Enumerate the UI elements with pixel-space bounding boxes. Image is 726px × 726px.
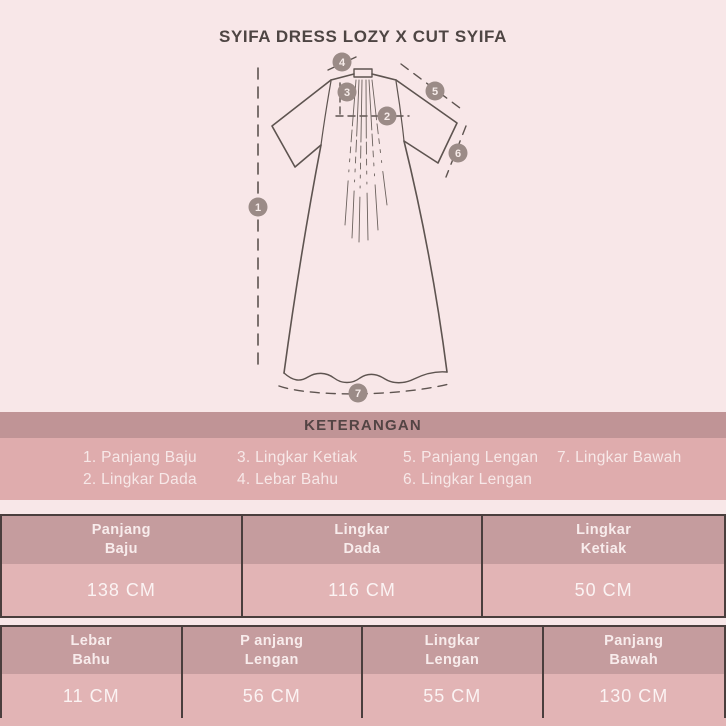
legend-column-2 <box>237 447 358 491</box>
table-header-cell <box>243 516 482 564</box>
table-column-lingkar-lengan <box>363 627 544 718</box>
header-line: Dada <box>343 541 381 557</box>
header-line: Bawah <box>609 651 659 668</box>
legend-column-1 <box>83 447 197 491</box>
dress-left-seam <box>321 81 331 145</box>
header-line: Baju <box>104 541 138 557</box>
pleat-line <box>345 80 356 225</box>
size-table-1 <box>0 514 726 618</box>
marker-7-number: 7 <box>354 388 362 400</box>
table-value-cell: 11 CM <box>2 674 181 718</box>
marker-4-number: 4 <box>338 57 346 69</box>
dress-left-shoulder <box>331 74 354 80</box>
pleat-line <box>352 80 359 238</box>
pleat-line <box>369 80 378 230</box>
table-header-cell <box>2 516 241 564</box>
table-value-cell: 138 CM <box>2 564 241 616</box>
legend-item-lingkar-ketiak: 3. Lingkar Ketiak <box>237 449 358 466</box>
table-column-lingkar-ketiak <box>483 516 724 616</box>
marker-2-number: 2 <box>383 111 391 123</box>
legend-item-panjang-lengan: 5. Panjang Lengan <box>403 449 539 466</box>
table-column-lingkar-dada <box>243 516 484 616</box>
legend-item-lingkar-bawah: 7. Lingkar Bawah <box>557 449 682 466</box>
table-value-cell: 116 CM <box>243 564 482 616</box>
header-line: Lingkar <box>334 522 390 538</box>
table-column-panjang-lengan <box>183 627 364 718</box>
pleat-line <box>359 80 362 242</box>
header-line: Lingkar <box>576 522 632 538</box>
header-line: Ketiak <box>580 541 627 557</box>
pleat-line <box>372 80 387 205</box>
header-line: Lengan <box>425 651 480 668</box>
marker-1-number: 1 <box>254 202 262 214</box>
table-header-cell <box>183 627 362 674</box>
header-line: P anjang <box>240 632 304 649</box>
table-column-panjang-bawah <box>544 627 725 718</box>
table-header-cell <box>363 627 542 674</box>
table-value-cell: 130 CM <box>544 674 725 718</box>
dress-left-sleeve <box>272 80 331 167</box>
table-value-cell: 56 CM <box>183 674 362 718</box>
dress-right-seam <box>396 81 404 141</box>
legend-item-lingkar-lengan: 6. Lingkar Lengan <box>403 471 533 488</box>
marker-6-number: 6 <box>454 148 462 160</box>
dress-collar <box>354 69 372 77</box>
legend-header-bar <box>0 412 726 438</box>
legend-item-lebar-bahu: 4. Lebar Bahu <box>237 471 339 488</box>
dress-hem <box>284 372 447 383</box>
marker-5-number: 5 <box>431 86 439 98</box>
legend-column-4 <box>557 447 682 469</box>
pleat-line <box>366 80 368 240</box>
header-line: Lengan <box>244 651 299 668</box>
bottom-strip <box>0 718 726 726</box>
table-header-cell <box>2 627 181 674</box>
size-table-2 <box>0 625 726 720</box>
legend-band <box>0 438 726 500</box>
table-column-panjang-baju <box>2 516 243 616</box>
dress-right-side <box>404 141 447 372</box>
dress-left-side <box>284 145 321 373</box>
header-line: Panjang <box>91 522 151 538</box>
table-column-lebar-bahu <box>2 627 183 718</box>
table-header-cell <box>483 516 724 564</box>
legend-item-panjang-baju: 1. Panjang Baju <box>83 449 197 466</box>
legend-title: KETERANGAN <box>304 416 422 434</box>
table-value-cell: 50 CM <box>483 564 724 616</box>
header-line: Bahu <box>72 651 111 668</box>
dress-right-shoulder <box>372 74 396 80</box>
header-line: Lingkar <box>424 632 480 649</box>
header-line: Panjang <box>604 632 664 649</box>
table-value-cell: 55 CM <box>363 674 542 718</box>
legend-item-lingkar-dada: 2. Lingkar Dada <box>83 471 197 488</box>
table-header-cell <box>544 627 725 674</box>
page-title: SYIFA DRESS LOZY X CUT SYIFA <box>219 27 507 46</box>
header-line: Lebar <box>70 632 112 649</box>
legend-column-3 <box>403 447 538 491</box>
marker-3-number: 3 <box>343 87 351 99</box>
